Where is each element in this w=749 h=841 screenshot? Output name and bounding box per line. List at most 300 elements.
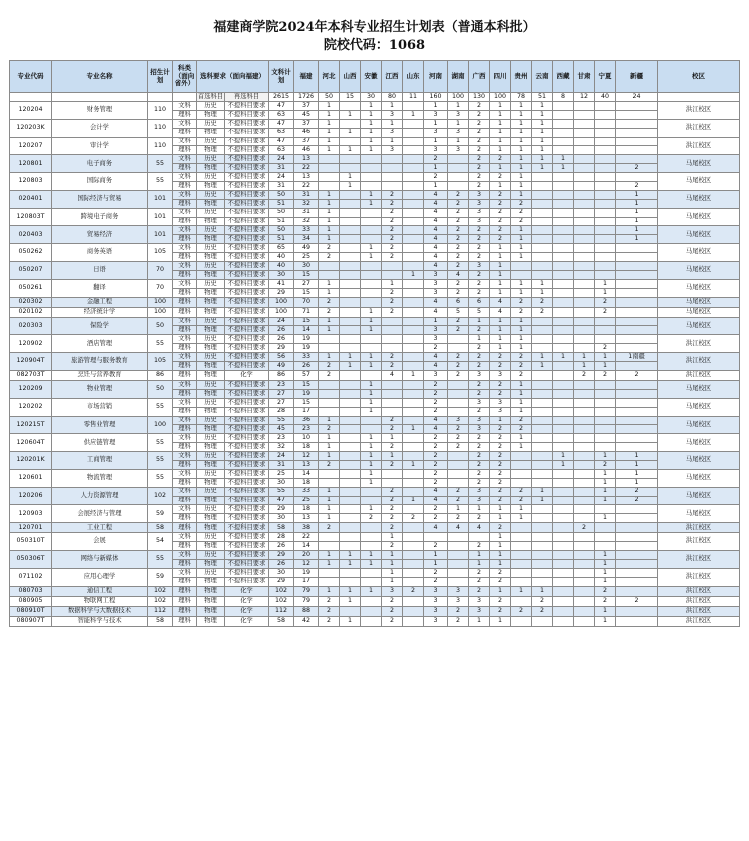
province-cell [448, 380, 469, 389]
province-cell: 2 [469, 577, 490, 586]
province-cell [553, 487, 574, 496]
province-cell: 1 [490, 542, 511, 551]
province-cell: 1 [469, 335, 490, 344]
province-cell: 14 [294, 469, 319, 478]
province-cell: 4 [424, 362, 448, 371]
province-cell [616, 110, 658, 119]
row-first-subject: 历史 [197, 155, 225, 164]
province-cell: 2 [511, 208, 532, 217]
province-cell: 3 [382, 586, 403, 596]
province-cell: 4 [424, 297, 448, 307]
province-cell: 2 [448, 326, 469, 335]
major-campus: 马尾校区 [658, 434, 740, 452]
province-cell [595, 389, 616, 398]
province-cell [574, 317, 595, 326]
province-cell: 1 [319, 505, 340, 514]
col-prov: 河南 [424, 61, 448, 93]
province-cell: 2 [511, 307, 532, 317]
row-type: 文科 [173, 335, 197, 344]
province-cell: 1 [616, 199, 658, 208]
province-cell [553, 208, 574, 217]
province-cell [319, 155, 340, 164]
province-cell: 17 [294, 577, 319, 586]
row-type: 理科 [173, 443, 197, 452]
province-cell: 26 [294, 362, 319, 371]
province-cell: 2 [424, 452, 448, 461]
province-cell: 2 [469, 542, 490, 551]
province-cell: 4 [424, 416, 448, 425]
province-cell [616, 434, 658, 443]
province-cell: 3 [424, 128, 448, 137]
row-first-subject: 物理 [197, 288, 225, 297]
province-cell [448, 407, 469, 416]
province-cell: 3 [469, 262, 490, 271]
table-row [10, 119, 740, 128]
province-cell [448, 568, 469, 577]
province-cell [511, 460, 532, 469]
major-plan: 100 [148, 297, 173, 307]
row-total: 51 [269, 235, 294, 244]
major-plan: 54 [148, 533, 173, 551]
province-cell [595, 317, 616, 326]
province-cell: 1 [319, 226, 340, 235]
province-cell: 2 [382, 217, 403, 226]
row-type: 文科 [173, 226, 197, 235]
province-cell [595, 416, 616, 425]
row-first-subject: 物理 [197, 307, 225, 317]
province-cell [553, 496, 574, 505]
province-cell [553, 586, 574, 596]
province-cell [340, 164, 361, 173]
province-cell: 1 [319, 434, 340, 443]
province-cell: 2 [469, 244, 490, 253]
row-first-subject: 历史 [197, 505, 225, 514]
province-cell: 2 [532, 307, 553, 317]
province-cell: 1 [319, 443, 340, 452]
major-code: 080910T [10, 606, 52, 616]
province-cell [532, 434, 553, 443]
total-cell: 51 [532, 93, 553, 102]
province-cell [574, 146, 595, 155]
province-cell: 37 [294, 102, 319, 111]
province-cell: 2 [595, 344, 616, 353]
province-cell: 1 [490, 253, 511, 262]
province-cell: 1 [361, 128, 382, 137]
row-type: 理科 [173, 586, 197, 596]
province-cell: 2 [490, 389, 511, 398]
province-cell: 2 [490, 577, 511, 586]
school-code: 院校代码：1068 [323, 38, 426, 53]
province-cell [616, 542, 658, 551]
province-cell [361, 542, 382, 551]
province-cell: 2 [319, 460, 340, 469]
province-cell: 1 [490, 533, 511, 542]
province-cell: 2 [319, 253, 340, 262]
subheader-second: 再选科目 [225, 93, 269, 102]
total-cell: 15 [340, 93, 361, 102]
major-code: 050207 [10, 262, 52, 280]
table-row [10, 533, 740, 542]
row-total: 24 [269, 173, 294, 182]
province-cell: 3 [469, 425, 490, 434]
province-cell: 2 [595, 297, 616, 307]
major-name: 金融工程 [52, 297, 148, 307]
major-code: 080905 [10, 596, 52, 606]
province-cell: 2 [490, 190, 511, 199]
province-cell: 2 [469, 452, 490, 461]
province-cell: 1 [511, 434, 532, 443]
province-cell: 2 [574, 523, 595, 533]
province-cell: 1 [361, 326, 382, 335]
row-second-subject: 化学 [225, 606, 269, 616]
province-cell: 1 [319, 416, 340, 425]
province-cell [403, 190, 424, 199]
province-cell: 3 [469, 190, 490, 199]
province-cell [532, 317, 553, 326]
province-cell: 1 [490, 505, 511, 514]
row-type: 文科 [173, 208, 197, 217]
major-name: 日语 [52, 262, 148, 280]
province-cell: 13 [294, 155, 319, 164]
province-cell [511, 270, 532, 279]
province-cell [616, 335, 658, 344]
row-type: 文科 [173, 317, 197, 326]
row-total: 24 [269, 155, 294, 164]
province-cell: 15 [294, 398, 319, 407]
province-cell: 1 [616, 208, 658, 217]
province-cell [448, 335, 469, 344]
province-cell [574, 469, 595, 478]
row-total: 41 [269, 279, 294, 288]
major-code: 120902 [10, 335, 52, 353]
province-cell [448, 155, 469, 164]
row-total: 30 [269, 568, 294, 577]
province-cell [382, 335, 403, 344]
province-cell [382, 407, 403, 416]
province-cell: 1 [424, 317, 448, 326]
province-cell: 2 [424, 505, 448, 514]
row-second-subject: 不提科目要求 [225, 146, 269, 155]
major-campus: 洪江校区 [658, 586, 740, 596]
province-cell [553, 102, 574, 111]
major-plan: 55 [148, 452, 173, 470]
province-cell [553, 137, 574, 146]
province-cell [574, 137, 595, 146]
province-cell: 2 [382, 353, 403, 362]
province-cell [319, 344, 340, 353]
row-type: 文科 [173, 380, 197, 389]
province-cell: 1 [490, 146, 511, 155]
col-prov: 宁夏 [595, 61, 616, 93]
province-cell: 1 [361, 443, 382, 452]
province-cell [616, 119, 658, 128]
province-cell [616, 425, 658, 434]
province-cell: 18 [294, 478, 319, 487]
major-name: 物业管理 [52, 380, 148, 398]
province-cell [403, 146, 424, 155]
row-total: 28 [269, 407, 294, 416]
province-cell [616, 102, 658, 111]
province-cell: 1 [340, 110, 361, 119]
province-cell: 1 [574, 353, 595, 362]
row-first-subject: 物理 [197, 586, 225, 596]
province-cell [382, 317, 403, 326]
province-cell [403, 487, 424, 496]
province-cell: 3 [448, 146, 469, 155]
province-cell [595, 434, 616, 443]
table-row [10, 335, 740, 344]
province-cell: 2 [469, 380, 490, 389]
province-cell [319, 542, 340, 551]
province-cell [403, 335, 424, 344]
province-cell [553, 577, 574, 586]
province-cell: 22 [294, 533, 319, 542]
province-cell [340, 398, 361, 407]
row-first-subject: 历史 [197, 434, 225, 443]
province-cell: 4 [424, 487, 448, 496]
row-first-subject: 物理 [197, 199, 225, 208]
province-cell: 1 [361, 380, 382, 389]
major-code: 120803 [10, 173, 52, 191]
province-cell: 1 [511, 443, 532, 452]
province-cell: 25 [294, 496, 319, 505]
province-cell: 1 [595, 353, 616, 362]
row-second-subject: 不提科目要求 [225, 380, 269, 389]
row-total: 100 [269, 307, 294, 317]
province-cell: 4 [424, 353, 448, 362]
province-cell: 1 [553, 164, 574, 173]
row-total: 47 [269, 496, 294, 505]
province-cell [403, 577, 424, 586]
province-cell: 1 [361, 137, 382, 146]
province-cell [616, 307, 658, 317]
major-code: 020401 [10, 190, 52, 208]
province-cell: 2 [382, 606, 403, 616]
province-cell: 2 [448, 606, 469, 616]
major-plan: 110 [148, 137, 173, 155]
province-cell [340, 533, 361, 542]
row-type: 理科 [173, 425, 197, 434]
province-cell: 2 [424, 443, 448, 452]
major-plan: 105 [148, 244, 173, 262]
major-name: 酒店管理 [52, 335, 148, 353]
row-first-subject: 历史 [197, 137, 225, 146]
province-cell [532, 335, 553, 344]
province-cell: 1 [382, 577, 403, 586]
province-cell: 2 [490, 568, 511, 577]
province-cell [574, 262, 595, 271]
major-plan: 58 [148, 523, 173, 533]
province-cell: 1 [448, 505, 469, 514]
major-name: 零售业管理 [52, 416, 148, 434]
row-first-subject: 历史 [197, 380, 225, 389]
province-cell [448, 182, 469, 191]
major-code: 080703 [10, 586, 52, 596]
row-total: 25 [269, 469, 294, 478]
province-cell [340, 217, 361, 226]
row-second-subject: 不提科目要求 [225, 505, 269, 514]
province-cell: 2 [490, 155, 511, 164]
province-cell [361, 279, 382, 288]
row-type: 理科 [173, 164, 197, 173]
province-cell: 2 [511, 199, 532, 208]
province-cell [574, 253, 595, 262]
province-cell: 1 [319, 288, 340, 297]
province-cell: 4 [448, 523, 469, 533]
province-cell: 3 [424, 606, 448, 616]
province-cell: 13 [294, 173, 319, 182]
province-cell [532, 380, 553, 389]
province-cell: 2 [490, 362, 511, 371]
col-prov: 贵州 [511, 61, 532, 93]
province-cell [403, 344, 424, 353]
table-row [10, 434, 740, 443]
major-campus: 马尾校区 [658, 452, 740, 470]
row-type: 文科 [173, 119, 197, 128]
row-total: 24 [269, 452, 294, 461]
col-prov: 山东 [403, 61, 424, 93]
province-cell: 12 [294, 559, 319, 568]
province-cell [403, 568, 424, 577]
major-name: 审计学 [52, 137, 148, 155]
province-cell: 1 [616, 190, 658, 199]
province-cell [361, 370, 382, 380]
province-cell: 1 [490, 550, 511, 559]
province-cell: 1 [553, 353, 574, 362]
province-cell [553, 596, 574, 606]
major-name: 市场营销 [52, 398, 148, 416]
province-cell [340, 370, 361, 380]
province-cell [361, 596, 382, 606]
province-cell [403, 326, 424, 335]
province-cell: 3 [469, 208, 490, 217]
province-cell [553, 344, 574, 353]
province-cell: 5 [469, 307, 490, 317]
province-cell: 2 [424, 577, 448, 586]
province-cell: 2 [469, 102, 490, 111]
row-second-subject: 不提科目要求 [225, 182, 269, 191]
province-cell [595, 244, 616, 253]
province-cell [553, 128, 574, 137]
province-cell: 1 [511, 288, 532, 297]
province-cell [574, 102, 595, 111]
total-cell: 160 [424, 93, 448, 102]
row-first-subject: 物理 [197, 596, 225, 606]
province-cell [532, 344, 553, 353]
province-cell: 1 [532, 279, 553, 288]
row-second-subject: 不提科目要求 [225, 270, 269, 279]
row-type: 理科 [173, 616, 197, 626]
province-cell [319, 407, 340, 416]
province-cell: 4 [424, 496, 448, 505]
province-cell: 2 [469, 137, 490, 146]
row-first-subject: 物理 [197, 253, 225, 262]
province-cell [319, 478, 340, 487]
province-cell: 1 [511, 253, 532, 262]
province-cell: 1 [595, 478, 616, 487]
province-cell: 2 [595, 586, 616, 596]
province-cell: 1 [340, 173, 361, 182]
province-cell [382, 478, 403, 487]
province-cell: 1 [469, 559, 490, 568]
table-row [10, 190, 740, 199]
province-cell [448, 398, 469, 407]
province-cell [532, 389, 553, 398]
province-cell: 3 [424, 586, 448, 596]
province-cell: 1 [319, 279, 340, 288]
province-cell [403, 208, 424, 217]
province-cell [403, 262, 424, 271]
row-second-subject: 不提科目要求 [225, 425, 269, 434]
total-cell: 78 [511, 93, 532, 102]
province-cell [574, 398, 595, 407]
row-first-subject: 物理 [197, 146, 225, 155]
province-cell [319, 469, 340, 478]
province-cell: 1 [490, 616, 511, 626]
province-cell: 70 [294, 297, 319, 307]
province-cell [616, 550, 658, 559]
row-second-subject: 不提科目要求 [225, 279, 269, 288]
major-name: 工商管理 [52, 452, 148, 470]
province-cell: 4 [424, 190, 448, 199]
province-cell: 1 [403, 425, 424, 434]
row-first-subject: 历史 [197, 208, 225, 217]
row-type: 文科 [173, 137, 197, 146]
province-cell [574, 533, 595, 542]
province-cell: 1 [511, 317, 532, 326]
province-cell: 1 [469, 550, 490, 559]
province-cell: 4 [424, 199, 448, 208]
province-cell: 1 [490, 137, 511, 146]
province-cell: 4 [424, 425, 448, 434]
major-campus: 洪江校区 [658, 137, 740, 155]
row-total: 26 [269, 335, 294, 344]
province-cell [361, 533, 382, 542]
province-cell [574, 452, 595, 461]
province-cell: 27 [294, 279, 319, 288]
major-campus: 洪江校区 [658, 523, 740, 533]
major-plan: 50 [148, 380, 173, 398]
row-type: 文科 [173, 244, 197, 253]
province-cell [574, 297, 595, 307]
province-cell: 2 [382, 460, 403, 469]
province-cell: 1 [595, 362, 616, 371]
province-cell: 2 [424, 478, 448, 487]
province-cell: 2 [424, 514, 448, 523]
major-plan: 100 [148, 416, 173, 434]
major-campus: 马尾校区 [658, 307, 740, 317]
province-cell [532, 452, 553, 461]
table-row [10, 487, 740, 496]
province-cell: 1 [361, 407, 382, 416]
province-cell: 1 [511, 326, 532, 335]
province-cell [616, 173, 658, 182]
row-type: 理科 [173, 460, 197, 469]
province-cell: 1 [511, 226, 532, 235]
row-first-subject: 物理 [197, 577, 225, 586]
province-cell: 2 [469, 568, 490, 577]
province-cell: 2 [511, 297, 532, 307]
row-first-subject: 历史 [197, 550, 225, 559]
row-first-subject: 物理 [197, 217, 225, 226]
province-cell: 2 [319, 523, 340, 533]
row-type: 理科 [173, 128, 197, 137]
province-cell: 18 [294, 443, 319, 452]
province-cell: 1 [361, 469, 382, 478]
row-total: 29 [269, 344, 294, 353]
province-cell: 1 [532, 353, 553, 362]
province-cell: 10 [294, 434, 319, 443]
